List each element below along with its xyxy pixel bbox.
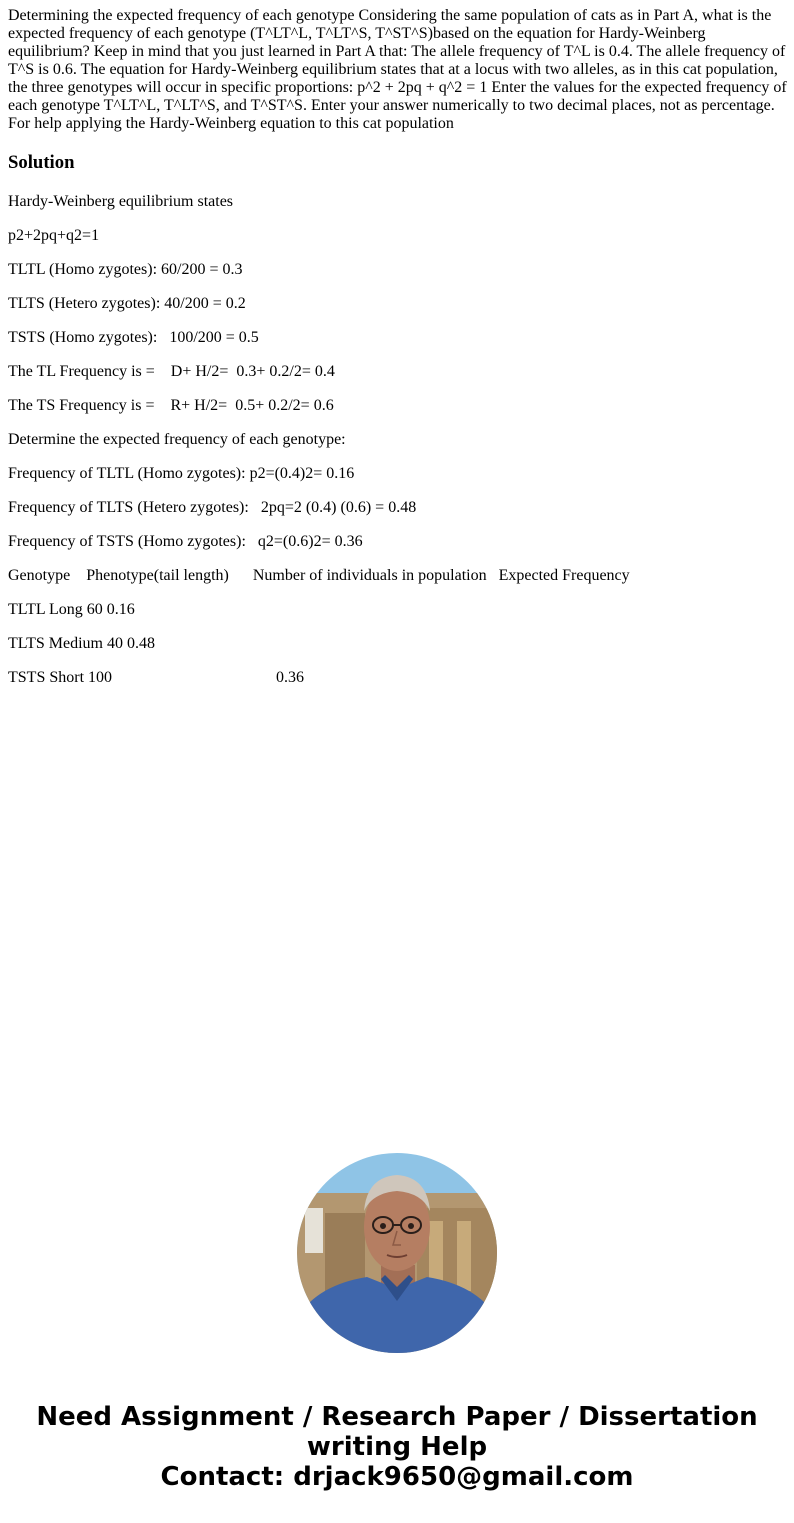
solution-line: p2+2pq+q2=1 xyxy=(8,227,100,244)
solution-line: TLTS (Hetero zygotes): 40/200 = 0.2 xyxy=(8,295,246,312)
solution-line: TSTS (Homo zygotes): 100/200 = 0.5 xyxy=(8,329,259,346)
table-row-line: TSTS Short 100 0.36 xyxy=(8,669,305,686)
promo-banner xyxy=(0,1402,794,1492)
solution-line: Hardy-Weinberg equilibrium states xyxy=(8,193,234,210)
table-header-line: Genotype Phenotype(tail length) Number of individuals in population Expected Frequency xyxy=(8,567,630,584)
solution-line: Frequency of TLTS (Hetero zygotes): 2pq=2 (0.4) (0.6) = 0.48 xyxy=(8,499,417,516)
solution-line: Frequency of TLTL (Homo zygotes): p2=(0.4)2= 0.16 xyxy=(8,465,355,482)
solution-line: Frequency of TSTS (Homo zygotes): q2=(0.6)2= 0.36 xyxy=(8,533,363,550)
solution-line: The TL Frequency is = D+ H/2= 0.3+ 0.2/2= 0.4 xyxy=(8,363,335,380)
table-row-line: TLTS Medium 40 0.48 xyxy=(8,635,155,652)
promo-contact: Contact: drjack9650@gmail.com xyxy=(160,1462,634,1492)
author-avatar xyxy=(297,1153,497,1353)
solution-line: Determine the expected frequency of each genotype: xyxy=(8,431,346,448)
solution-line: The TS Frequency is = R+ H/2= 0.5+ 0.2/2= 0.6 xyxy=(8,397,334,414)
question-text: Determining the expected frequency of each genotype Considering the same population of cats as in Part A, what is the expected frequency of each genotype (T^LT^L, T^LT^S, T^ST^S)based on the equation for Hardy-Weinberg equilibrium? Keep in mind that you just learned in Part A that: The allele frequency of T^L is 0.4. The allele frequency of T^S is 0.6. The equation for Hardy-Weinberg equilibrium states that at a locus with two alleles, as in this cat population, the three genotypes will occur in specific proportions: p^2 + 2pq + q^2 = 1 Enter the values for the expected frequency of each genotype T^LT^L, T^LT^S, and T^ST^S. Enter your answer numerically to two decimal places, not as percentage. For help applying the Hardy-Weinberg equation to this cat population xyxy=(8,7,787,132)
table-row-line: TLTL Long 60 0.16 xyxy=(8,601,135,618)
solution-heading: Solution xyxy=(8,152,75,173)
promo-line: writing Help xyxy=(306,1432,488,1462)
promo-line: Need Assignment / Research Paper / Dissertation xyxy=(36,1402,758,1432)
solution-line: TLTL (Homo zygotes): 60/200 = 0.3 xyxy=(8,261,243,278)
